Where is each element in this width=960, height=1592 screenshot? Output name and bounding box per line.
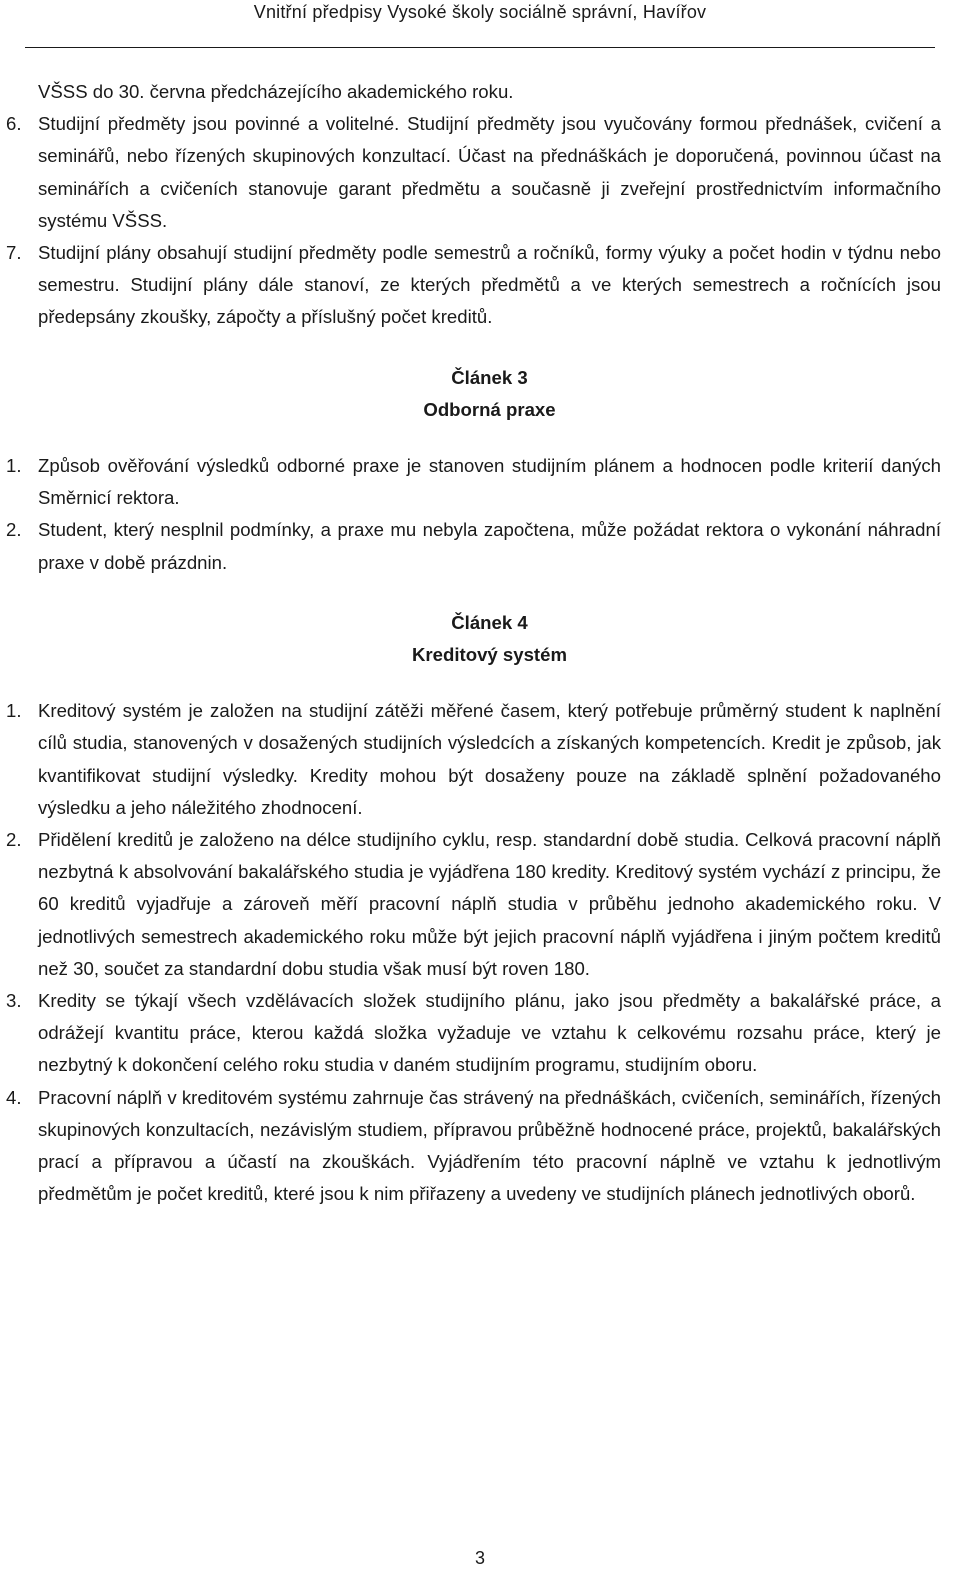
intro-continuation: VŠSS do 30. června předcházejícího akademického roku.: [38, 81, 514, 102]
item-text: Kredity se týkají všech vzdělávacích složek studijního plánu, jako jsou předměty a bakalářské práce, a odrážejí kvantitu práce, kterou každá složka vyžaduje ve vztahu k celkovému rozsahu práce, který je nezbytný k dokončení celého roku studia v daném studijním programu, studijním oboru.: [38, 990, 941, 1076]
item-text: Pracovní náplň v kreditovém systému zahrnuje čas strávený na přednáškách, cvičeních, seminářích, řízených skupinových konzultacích, nezávislým studiem, přípravou průběžně hodnocené práce, projektů, bakalářských prací a přípravou a účastí na zkouškách. Vyjádřením této pracovní náplně ve vztahu k jednotlivým předmětům je počet kreditů, které jsou k nim přiřazeny a uvedeny ve studijních plánech jednotlivých oborů.: [38, 1086, 941, 1205]
item-number: 3.: [6, 990, 22, 1012]
list-item: [6, 985, 941, 1082]
item-number: 4.: [6, 1086, 22, 1108]
item-number: 2.: [6, 519, 22, 541]
item-text: Přidělení kreditů je založeno na délce studijního cyklu, resp. standardní době studia. Celková pracovní náplň nezbytná k absolvování bakalářského studia je vyjádřena 180 kredity. Kreditový systém vychází z principu, že 60 kreditů vyjadřuje a zároveň měří pracovní náplň studia v průběhu jednoho akademického roku. V jednotlivých semestrech akademického roku může být jejich pracovní náplň vyjádřena i jiným počtem kreditů než 30, součet za standardní dobu studia však musí být roven 180.: [38, 829, 941, 979]
list-item: [6, 824, 941, 985]
list-item: [6, 237, 941, 334]
article-3-heading: [38, 362, 941, 426]
article-number: Článek 4: [451, 611, 528, 633]
item-number: 6.: [6, 113, 22, 135]
list-item: [6, 108, 941, 237]
item-number: 1.: [6, 700, 22, 722]
running-header: Vnitřní předpisy Vysoké školy sociálně správní, Havířov: [253, 2, 707, 22]
item-text: Způsob ověřování výsledků odborné praxe je stanoven studijním plánem a hodnocen podle kriterií daných Směrnicí rektora.: [38, 455, 941, 509]
header-rule: [25, 47, 935, 48]
item-text: Studijní plány obsahují studijní předměty podle semestrů a ročníků, formy výuky a počet hodin v týdnu nebo semestru. Studijní plány dále stanoví, ze kterých předmětů a ve kterých semestrech a ročnících jsou předepsány zkoušky, zápočty a příslušný počet kreditů.: [38, 242, 941, 328]
item-text: Kreditový systém je založen na studijní zátěži měřené časem, který potřebuje průměrný student k naplnění cílů studia, stanovených v dosažených studijních výsledcích a získaných kompetencích. Kredit je způsob, jak kvantifikovat studijní výsledky. Kredity mohou být dosaženy pouze na základě splnění požadovaného výsledku a jeho náležitého zhodnocení.: [38, 700, 941, 818]
list-item: [6, 514, 941, 578]
article-title: Odborná praxe: [423, 398, 556, 420]
item-number: 2.: [6, 829, 22, 851]
list-item: [6, 695, 941, 824]
article-title: Kreditový systém: [411, 644, 567, 666]
item-text: Studijní předměty jsou povinné a volitelné. Studijní předměty jsou vyučovány formou přednášek, cvičení a seminářů, nebo řízených skupinových konzultací. Účast na přednáškách je doporučená, povinnou účast na seminářích a cvičeních stanovuje garant předmětu a současně ji zveřejní prostřednictvím informačního systému VŠSS.: [38, 113, 941, 231]
item-number: 7.: [6, 242, 22, 264]
article-number: Článek 3: [451, 366, 528, 388]
document-body: [6, 76, 941, 1211]
page-number: 3: [474, 1548, 485, 1568]
list-item: [6, 450, 941, 514]
item-number: 1.: [6, 455, 22, 477]
article-4-heading: [38, 607, 941, 671]
list-item: [6, 1082, 941, 1211]
item-text: Student, který nesplnil podmínky, a praxe mu nebyla započtena, může požádat rektora o vykonání náhradní praxe v době prázdnin.: [38, 519, 941, 573]
